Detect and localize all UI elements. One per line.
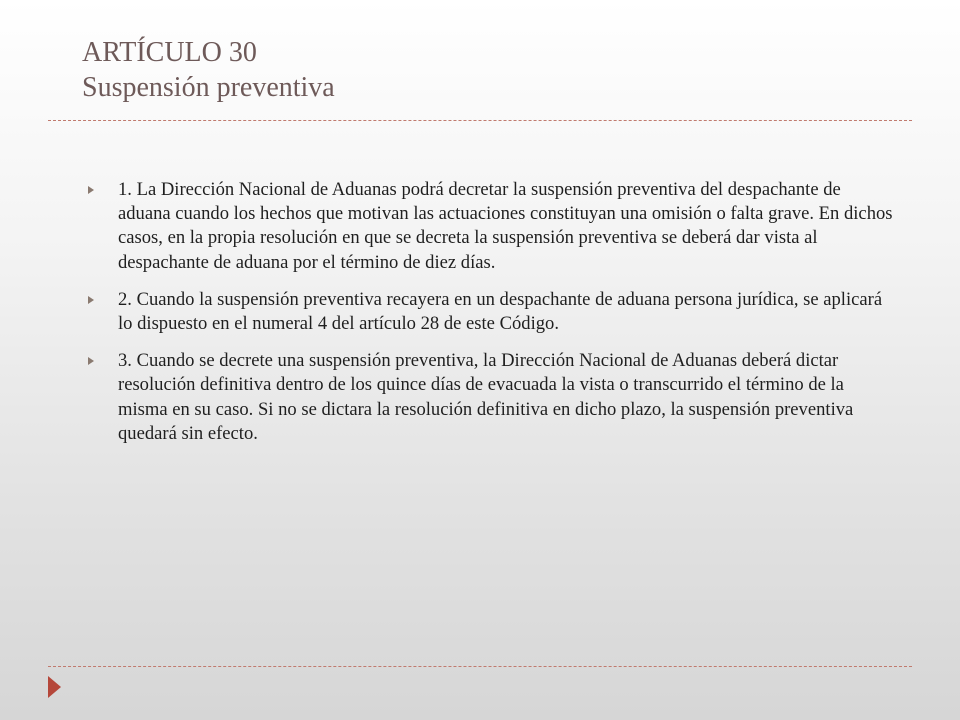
bullet-triangle-icon [88, 357, 94, 365]
title-subtitle: Suspensión preventiva [82, 72, 335, 103]
bullet-text: 1. La Dirección Nacional de Aduanas podrá decretar la suspensión preventiva del despachante de aduana cuando los hechos que motivan las actuaciones constituyan una omisión o falta grave. En dichos casos, en la propia resolución en que se decreta la suspensión preventiva se deberá dar vista al despachante de aduana por el término de diez días. [118, 179, 893, 273]
list-item [88, 349, 898, 446]
bullet-triangle-icon [88, 186, 94, 194]
top-divider [48, 120, 912, 121]
list-item [88, 178, 898, 275]
bullet-triangle-icon [88, 296, 94, 304]
bullet-list [88, 178, 898, 459]
title-article-number: ARTÍCULO 30 [82, 37, 257, 68]
slide-title [82, 35, 902, 105]
corner-triangle-icon [48, 676, 61, 698]
bullet-text: 2. Cuando la suspensión preventiva recayera en un despachante de aduana persona jurídica, se aplicará lo dispuesto en el numeral 4 del artículo 28 de este Código. [118, 288, 883, 335]
bottom-divider [48, 666, 912, 667]
list-item [88, 288, 898, 336]
bullet-text: 3. Cuando se decrete una suspensión preventiva, la Dirección Nacional de Aduanas deberá dictar resolución definitiva dentro de los quince días de evacuada la vista o transcurrido el término de la misma en su caso. Si no se dictara la resolución definitiva en dicho plazo, la suspensión preventiva quedará sin efecto. [118, 350, 854, 444]
